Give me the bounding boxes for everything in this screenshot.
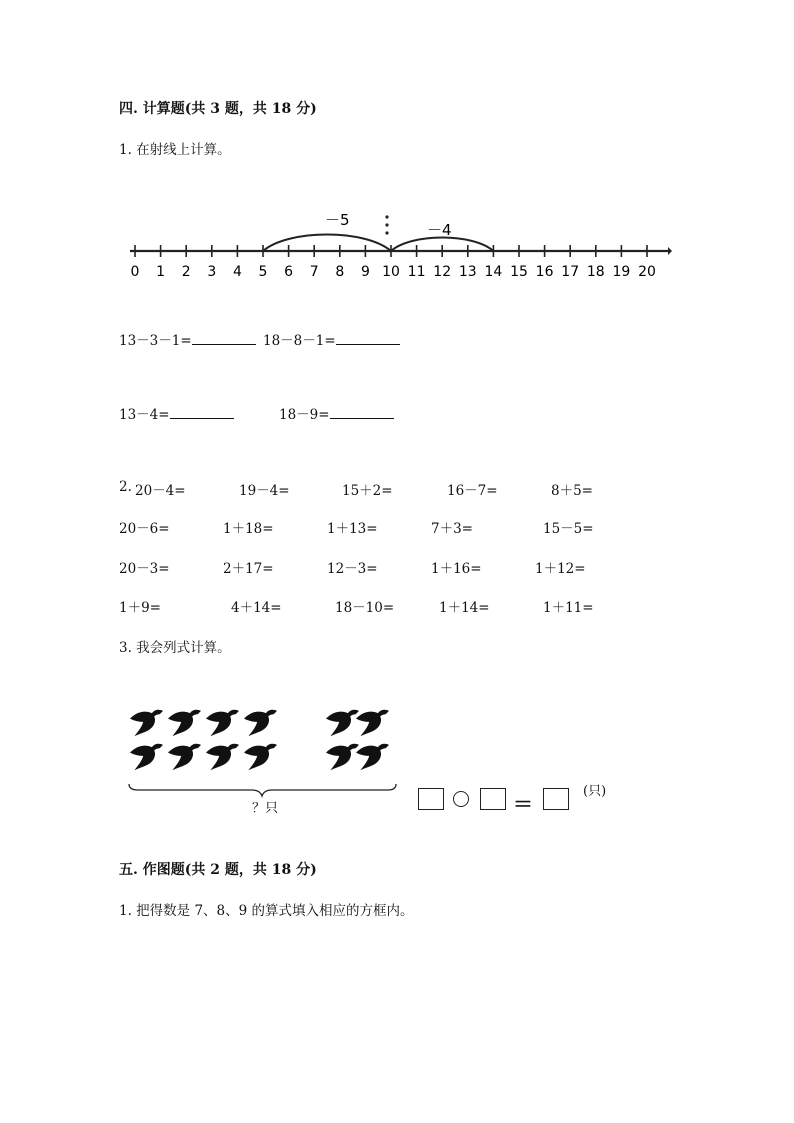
brace-label: ？只 xyxy=(252,801,279,816)
tick-label: 2 xyxy=(181,264,191,280)
q2-cell: 4＋14= xyxy=(231,600,282,616)
tick-label: 7 xyxy=(309,264,319,280)
swallow-icon xyxy=(244,744,277,770)
swallow-icon xyxy=(356,744,389,770)
answer-box-3[interactable] xyxy=(543,788,569,810)
q2-cell: 16－7= xyxy=(447,483,498,499)
tick-label: 17 xyxy=(561,264,580,280)
q1-equation-2 xyxy=(263,329,400,349)
swallow-icon xyxy=(326,744,359,770)
q2-cell: 19－4= xyxy=(239,483,290,499)
section5-q1-prompt: 1. 把得数是 7、8、9 的算式填入相应的方框内。 xyxy=(119,903,414,919)
tick-label: 16 xyxy=(535,264,554,280)
q2-cell: 20－6= xyxy=(119,521,170,537)
q2-cell: 15＋2= xyxy=(342,483,393,499)
swallow-group xyxy=(130,710,389,770)
answer-blank[interactable] xyxy=(336,332,400,345)
q2-cell: 1＋18= xyxy=(223,521,274,537)
q2-cell: 8＋5= xyxy=(551,483,593,499)
q1-equation-4 xyxy=(279,403,394,423)
tick-label: 12 xyxy=(433,264,452,280)
number-line-arrow xyxy=(668,247,672,255)
q2-cell: 18－10= xyxy=(335,600,395,616)
swallow-icon xyxy=(356,710,389,736)
q2-cell: 1＋13= xyxy=(327,521,378,537)
q2-cell: 12－3= xyxy=(327,561,378,577)
tick-label: 5 xyxy=(258,264,268,280)
q1-equation-3 xyxy=(119,403,234,423)
q2-cell: 20－4= xyxy=(135,483,186,499)
section5-title: 五. 作图题(共 2 题，共 18 分) xyxy=(119,862,317,878)
answer-blank[interactable] xyxy=(170,406,234,419)
tick-label: 3 xyxy=(207,264,217,280)
tick-label: 11 xyxy=(407,264,426,280)
q2-cell: 20－3= xyxy=(119,561,170,577)
tick-label: 10 xyxy=(382,264,400,280)
q1-equation-3-text: 13－4= xyxy=(119,407,170,423)
q2-cell: 1＋16= xyxy=(431,561,482,577)
swallow-icon xyxy=(130,744,163,770)
tick-label: 4 xyxy=(232,264,242,280)
tick-label: 8 xyxy=(335,264,345,280)
number-line xyxy=(120,205,680,290)
tick-label: 15 xyxy=(510,264,528,280)
answer-blank[interactable] xyxy=(330,406,394,419)
answer-box-2[interactable] xyxy=(480,788,506,810)
tick-label: 14 xyxy=(484,264,503,280)
number-line-tick-labels xyxy=(131,264,656,280)
swallow-icon xyxy=(326,710,359,736)
q2-prefix: 2. xyxy=(119,479,132,495)
tick-label: 20 xyxy=(638,264,656,280)
arc-label-minus-4: －4 xyxy=(427,221,452,239)
tick-label: 9 xyxy=(360,264,370,280)
q3-prompt: 3. 我会列式计算。 xyxy=(119,640,231,656)
answer-box-1[interactable] xyxy=(418,788,444,810)
arc-minus-5 xyxy=(263,235,391,252)
q2-cell: 1＋11= xyxy=(543,600,594,616)
q2-cell: 1＋12= xyxy=(535,561,586,577)
tick-label: 0 xyxy=(130,264,140,280)
q1-equation-1-text: 13－3－1= xyxy=(119,333,192,349)
dotted-divider xyxy=(385,215,388,234)
tick-label: 19 xyxy=(612,264,631,280)
section4-title: 四. 计算题(共 3 题，共 18 分) xyxy=(119,101,317,117)
tick-label: 1 xyxy=(156,264,166,280)
swallow-icon xyxy=(206,744,239,770)
q2-cell: 15－5= xyxy=(543,521,594,537)
q2-cell: 7＋3= xyxy=(431,521,473,537)
tick-label: 18 xyxy=(586,264,605,280)
q2-cell: 2＋17= xyxy=(223,561,274,577)
operator-circle[interactable] xyxy=(453,791,469,807)
swallow-icon xyxy=(168,710,201,736)
q1-prompt: 1. 在射线上计算。 xyxy=(119,142,231,158)
q2-cell: 1＋9= xyxy=(119,600,161,616)
q1-equation-1 xyxy=(119,329,256,349)
q1-equation-2-text: 18－8－1= xyxy=(263,333,336,349)
tick-label: 13 xyxy=(458,264,477,280)
tick-label: 6 xyxy=(284,264,294,280)
swallow-icon xyxy=(244,710,277,736)
brace xyxy=(129,784,396,796)
unit-label: (只) xyxy=(583,784,607,799)
arc-label-minus-5: －5 xyxy=(325,211,350,229)
q2-cell: 1＋14= xyxy=(439,600,490,616)
answer-blank[interactable] xyxy=(192,332,256,345)
swallow-icon xyxy=(206,710,239,736)
equals-sign: ＝ xyxy=(513,792,533,816)
swallow-icon xyxy=(130,710,163,736)
swallow-icon xyxy=(168,744,201,770)
q1-equation-4-text: 18－9= xyxy=(279,407,330,423)
